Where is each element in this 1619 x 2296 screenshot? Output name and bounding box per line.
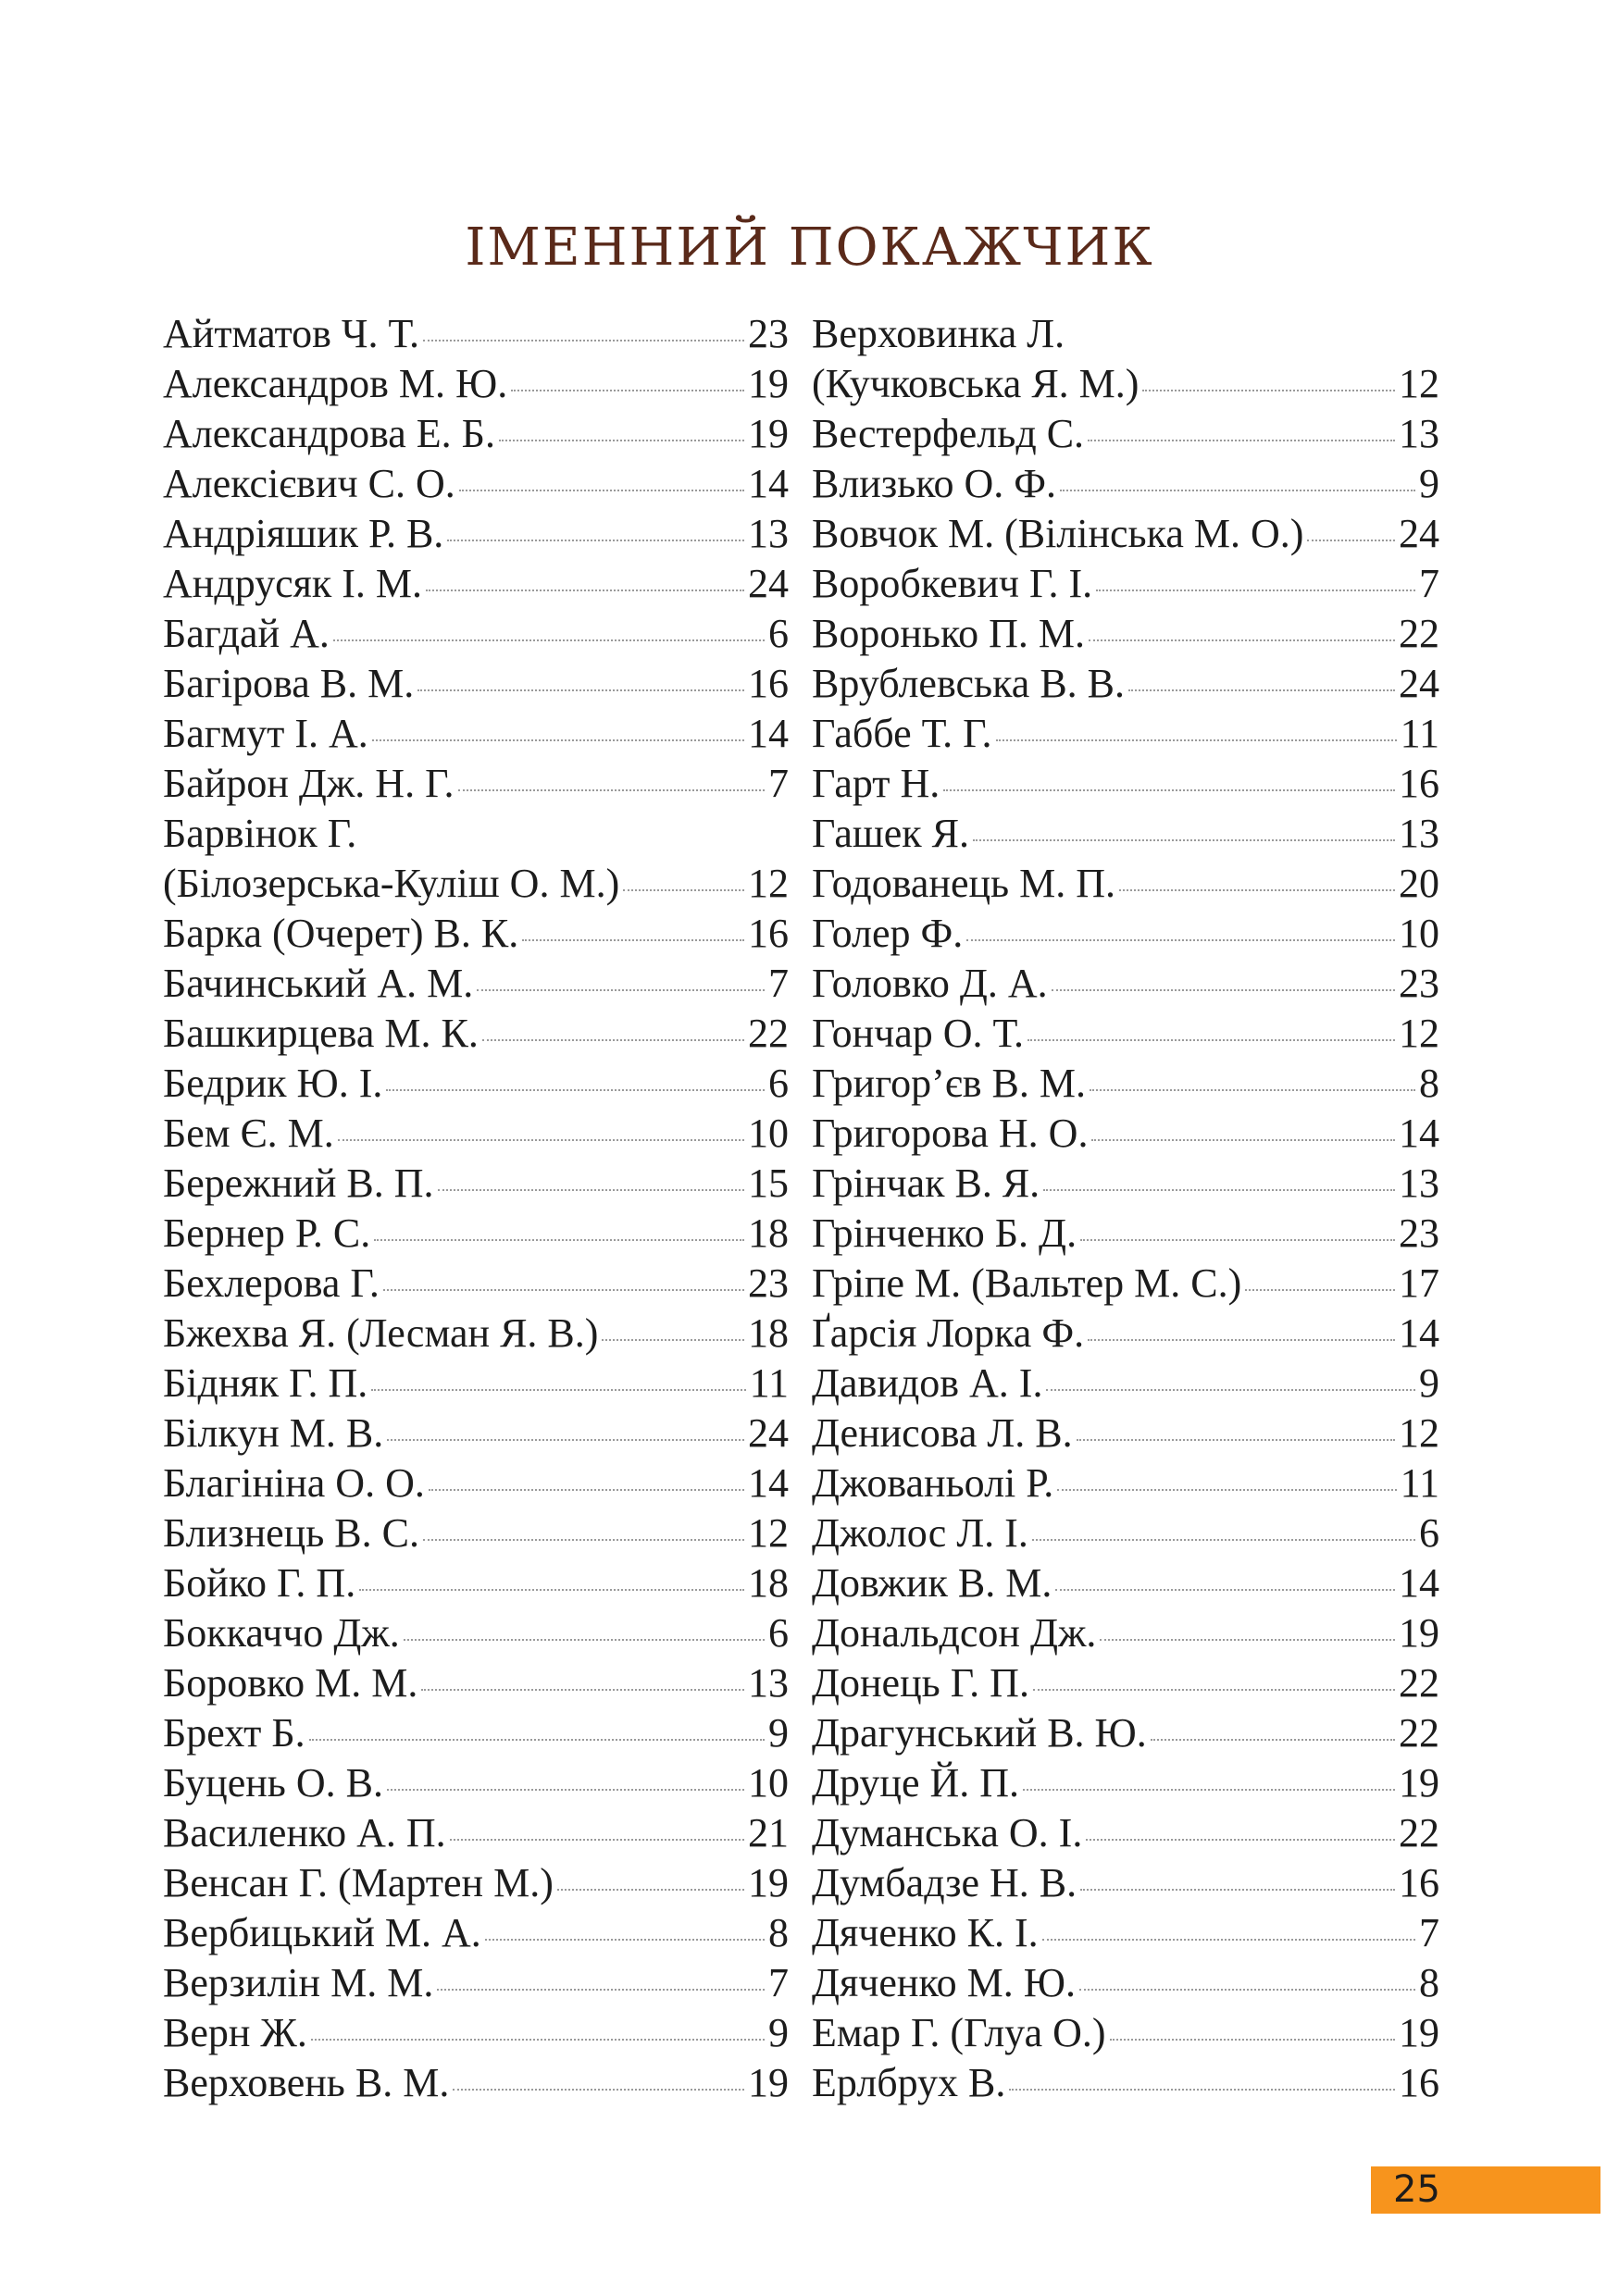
index-entry [163,1209,789,1259]
entry-name: Ерлбрух В. [812,2060,1006,2105]
dot-leader [311,2039,765,2041]
index-entry [163,2008,789,2058]
dot-leader [1245,1289,1395,1291]
dot-leader [1142,390,1395,391]
index-entry [163,1558,789,1608]
index-entry [812,1958,1439,2008]
entry-page: 22 [1399,1810,1439,1855]
entry-name: Думбадзе Н. В. [812,1860,1077,1905]
entry-page: 24 [748,561,789,606]
entry-name: Бідняк Г. П. [163,1360,368,1406]
dot-leader [417,689,744,691]
dot-leader [1088,1339,1395,1341]
entry-name: Григорова Н. О. [812,1111,1089,1156]
dot-leader [1079,1989,1415,1991]
entry-page: 12 [1399,361,1439,406]
entry-name: Денисова Л. В. [812,1410,1073,1456]
entry-page: 19 [1399,1760,1439,1806]
index-entry [163,1458,789,1508]
entry-page: 14 [1399,1111,1439,1156]
entry-page: 16 [1399,2060,1439,2105]
entry-name: Верховинка Л. [812,311,1065,356]
dot-leader [1128,689,1395,691]
dot-leader [459,490,744,491]
index-entry [163,709,789,759]
entry-page: 15 [748,1160,789,1206]
entry-name: Багірова В. М. [163,661,415,706]
index-entry [163,309,789,359]
index-entry [163,909,789,959]
index-entry [163,1758,789,1808]
index-entry [812,1309,1439,1359]
entry-name: Боккаччо Дж. [163,1610,400,1656]
entry-name: Довжик В. М. [812,1560,1052,1606]
entry-page: 13 [1399,411,1439,456]
entry-page: 14 [748,711,789,756]
dot-leader [374,1239,744,1241]
entry-page: 22 [748,1011,789,1056]
entry-page: 7 [1419,1910,1439,1955]
dot-leader [485,1939,765,1941]
dot-leader [1055,1589,1395,1591]
entry-name: Врублевська В. В. [812,661,1126,706]
dot-leader [438,1189,745,1191]
entry-page: 9 [1419,461,1439,506]
index-entry [812,1608,1439,1658]
entry-name: Гарт Н. [812,761,940,806]
index-entry [812,459,1439,509]
entry-page: 21 [748,1810,789,1855]
index-entry [812,509,1439,559]
dot-leader [1023,1789,1395,1791]
index-entry [812,1658,1439,1708]
dot-leader [338,1139,744,1141]
dot-leader [372,739,744,741]
entry-name: Давидов А. І. [812,1360,1043,1406]
entry-name: Близнець В. С. [163,1510,419,1556]
entry-page: 13 [748,511,789,556]
dot-leader [1088,440,1395,441]
index-column-left [163,309,789,2108]
entry-name: Алексієвич С. О. [163,461,455,506]
entry-page: 6 [1419,1510,1439,1556]
index-entry [812,909,1439,959]
entry-name: Грінченко Б. Д. [812,1210,1077,1256]
index-entry [163,1059,789,1109]
dot-leader [1032,1539,1415,1541]
index-entry [812,959,1439,1009]
entry-name: Башкирцева М. К. [163,1011,479,1056]
entry-name: Вовчок М. (Вілінська М. О.) [812,511,1304,556]
entry-page: 7 [768,1960,789,2005]
index-entry [163,1309,789,1359]
entry-name: Бедрик Ю. І. [163,1061,383,1106]
index-entry [812,709,1439,759]
entry-page: 16 [1399,1860,1439,1905]
entry-name: Боровко М. М. [163,1660,418,1706]
dot-leader [511,390,744,391]
entry-page: 7 [768,761,789,806]
entry-name: Андріяшик Р. В. [163,511,444,556]
entry-name: Думанська О. І. [812,1810,1083,1855]
dot-leader [1042,1939,1415,1941]
entry-name: Габбе Т. Г. [812,711,992,756]
entry-page: 18 [748,1560,789,1606]
entry-name: Дяченко К. І. [812,1910,1039,1955]
entry-page: 23 [1399,1210,1439,1256]
dot-leader [499,440,744,441]
dot-leader [966,939,1395,941]
index-entry [163,559,789,609]
dot-leader [383,1289,744,1291]
dot-leader [1096,590,1415,591]
index-entry [812,1858,1439,1908]
dot-leader [1307,540,1395,541]
entry-page: 7 [768,961,789,1006]
dot-leader [426,590,744,591]
dot-leader [1046,1389,1415,1391]
dot-leader [1043,1189,1395,1191]
entry-page: 22 [1399,611,1439,656]
dot-leader [477,989,765,991]
index-entry [163,1109,789,1159]
entry-name: Воробкевич Г. І. [812,561,1093,606]
dot-leader [1151,1739,1395,1741]
index-entry [163,1858,789,1908]
entry-page: 10 [748,1111,789,1156]
index-entry [163,809,789,859]
dot-leader [359,1589,744,1591]
entry-page: 14 [748,461,789,506]
entry-name: Джолос Л. І. [812,1510,1028,1556]
entry-page: 12 [748,861,789,906]
entry-name: Багдай А. [163,611,330,656]
index-entry [163,459,789,509]
dot-leader [447,540,744,541]
page-title: ІМЕННИЙ ПОКАЖЧИК [465,217,1154,278]
entry-name: Буцень О. В. [163,1760,383,1806]
entry-name: Головко Д. А. [812,961,1048,1006]
entry-name: Андрусяк І. М. [163,561,423,606]
entry-name: Венсан Г. (Мартен М.) [163,1860,554,1905]
index-entry [163,1009,789,1059]
index-entry [163,1409,789,1458]
index-entry [812,1508,1439,1558]
index-entry [812,1009,1439,1059]
entry-page: 8 [768,1910,789,1955]
dot-leader [482,1039,744,1041]
entry-page: 13 [748,1660,789,1706]
entry-page: 19 [748,1860,789,1905]
entry-page: 23 [748,1260,789,1306]
index-entry [163,409,789,459]
dot-leader [437,1989,765,1991]
entry-page: 14 [748,1460,789,1506]
index-entry [812,2008,1439,2058]
entry-page: 19 [1399,2010,1439,2055]
entry-page: 11 [1400,1460,1439,1506]
page-number: 25 [1393,2168,1440,2211]
entry-page: 16 [1399,761,1439,806]
dot-leader [1080,1239,1395,1241]
entry-name: Верн Ж. [163,2010,307,2055]
entry-name: Барка (Очерет) В. К. [163,911,519,956]
index-entry [812,559,1439,609]
entry-page: 9 [1419,1360,1439,1406]
entry-name: Бем Є. М. [163,1111,334,1156]
entry-page: 16 [748,661,789,706]
entry-page: 8 [1419,1960,1439,2005]
index-entry [812,609,1439,659]
index-entry [163,1808,789,1858]
dot-leader [386,1089,765,1091]
entry-name: Воронько П. М. [812,611,1086,656]
entry-name: Друце Й. П. [812,1760,1020,1806]
index-entry [812,1458,1439,1508]
entry-page: 6 [768,611,789,656]
entry-page: 18 [748,1210,789,1256]
index-entry [163,2058,789,2108]
dot-leader [309,1739,765,1741]
index-entry [812,1908,1439,1958]
dot-leader [557,1889,744,1891]
dot-leader [1089,639,1395,641]
index-entry [812,2058,1439,2108]
dot-leader [602,1339,744,1341]
entry-page: 9 [768,2010,789,2055]
entry-page: 22 [1399,1660,1439,1706]
dot-leader [423,340,744,341]
entry-page: 16 [748,911,789,956]
entry-page: 20 [1399,861,1439,906]
dot-leader [1027,1039,1395,1041]
dot-leader [371,1389,745,1391]
dot-leader [1110,2039,1395,2041]
index-entry [812,1209,1439,1259]
entry-name: Голер Ф. [812,911,964,956]
dot-leader [387,1439,744,1441]
entry-page: 19 [1399,1610,1439,1656]
index-entry [163,1159,789,1209]
entry-name: Гончар О. Т. [812,1011,1025,1056]
entry-name: Василенко А. П. [163,1810,446,1855]
index-entry [812,759,1439,809]
dot-leader [333,639,765,641]
dot-leader [623,889,744,891]
entry-page: 8 [1419,1061,1439,1106]
entry-name: (Кучковська Я. М.) [812,361,1140,406]
index-entry [163,659,789,709]
entry-page: 12 [1399,1011,1439,1056]
entry-name: Брехт Б. [163,1710,305,1756]
entry-page: 13 [1399,811,1439,856]
entry-page: 19 [748,361,789,406]
dot-leader [1009,2089,1395,2091]
entry-name: Дональдсон Дж. [812,1610,1097,1656]
entry-name: Ґарсія Лорка Ф. [812,1310,1085,1356]
index-entry [812,409,1439,459]
entry-page: 19 [748,411,789,456]
index-entry [163,859,789,909]
page-number-badge [1371,2166,1600,2214]
entry-name: Бойко Г. П. [163,1560,356,1606]
dot-leader [943,789,1395,791]
entry-name: Барвінок Г. [163,811,357,856]
entry-name: Драгунський В. Ю. [812,1710,1147,1756]
entry-page: 18 [748,1310,789,1356]
entry-name: Бернер Р. С. [163,1210,371,1256]
entry-page: 12 [748,1510,789,1556]
index-entry [812,1558,1439,1608]
index-entry [812,809,1439,859]
index-entry [812,1259,1439,1309]
index-entry [163,1708,789,1758]
entry-name: Дяченко М. Ю. [812,1960,1076,2005]
entry-name: Александров М. Ю. [163,361,508,406]
entry-page: 11 [1400,711,1439,756]
index-column-right [812,309,1439,2108]
entry-name: Емар Г. (Глуа О.) [812,2010,1106,2055]
index-entry [163,609,789,659]
dot-leader [458,789,765,791]
index-entry [812,1359,1439,1409]
entry-page: 24 [1399,661,1439,706]
index-entry [163,359,789,409]
dot-leader [996,739,1397,741]
entry-name: Гріпе М. (Вальтер М. С.) [812,1260,1242,1306]
dot-leader [973,839,1395,841]
entry-page: 17 [1399,1260,1439,1306]
index-entry [812,659,1439,709]
entry-name: Білкун М. В. [163,1410,384,1456]
index-entry [163,1359,789,1409]
entry-name: Байрон Дж. Н. Г. [163,761,455,806]
dot-leader [1090,1089,1415,1091]
dot-leader [421,1689,744,1691]
entry-page: 24 [748,1410,789,1456]
entry-name: Джованьолі Р. [812,1460,1054,1506]
entry-page: 14 [1399,1560,1439,1606]
dot-leader [423,1539,744,1541]
entry-page: 6 [768,1610,789,1656]
entry-name: Багмут І. А. [163,711,368,756]
entry-name: Годованець М. П. [812,861,1116,906]
entry-name: Айтматов Ч. Т. [163,311,419,356]
entry-name: Верзилін М. М. [163,1960,434,2005]
entry-name: Бережний В. П. [163,1160,434,1206]
entry-page: 22 [1399,1710,1439,1756]
index-entry [812,1159,1439,1209]
index-entry [163,1508,789,1558]
entry-page: 13 [1399,1160,1439,1206]
dot-leader [1033,1689,1395,1691]
entry-page: 23 [1399,961,1439,1006]
entry-name: Александрова Е. Б. [163,411,495,456]
index-entry [163,959,789,1009]
entry-name: Влизько О. Ф. [812,461,1056,506]
entry-name: Григор’єв В. М. [812,1061,1086,1106]
entry-page: 24 [1399,511,1439,556]
entry-page: 9 [768,1710,789,1756]
dot-leader [404,1639,765,1641]
dot-leader [1091,1139,1395,1141]
dot-leader [1060,490,1415,491]
entry-name: Бачинський А. М. [163,961,474,1006]
dot-leader [429,1489,744,1491]
index-entry [812,1409,1439,1458]
entry-page: 7 [1419,561,1439,606]
index-entry [163,1259,789,1309]
index-entry [163,759,789,809]
entry-page: 12 [1399,1410,1439,1456]
index-entry [812,1708,1439,1758]
dot-leader [450,1839,744,1841]
dot-leader [387,1789,744,1791]
entry-name: Грінчак В. Я. [812,1160,1040,1206]
index-entry [163,1958,789,2008]
entry-name: Бжехва Я. (Лесман Я. В.) [163,1310,599,1356]
dot-leader [1080,1889,1395,1891]
index-entry [812,1059,1439,1109]
dot-leader [1077,1439,1395,1441]
index-entry [812,859,1439,909]
index-entry [812,1808,1439,1858]
index-entry [812,1758,1439,1808]
dot-leader [522,939,744,941]
entry-name: Бехлерова Г. [163,1260,380,1306]
index-entry [812,309,1439,359]
entry-page: 6 [768,1061,789,1106]
dot-leader [1057,1489,1396,1491]
index-entry [163,1658,789,1708]
entry-page: 23 [748,311,789,356]
entry-page: 11 [749,1360,789,1406]
entry-name: Вестерфельд С. [812,411,1085,456]
dot-leader [1119,889,1395,891]
dot-leader [1086,1839,1395,1841]
entry-name: (Білозерська-Куліш О. М.) [163,861,620,906]
entry-page: 14 [1399,1310,1439,1356]
entry-name: Донець Г. П. [812,1660,1029,1706]
index-entry [163,1908,789,1958]
index-entry [163,1608,789,1658]
entry-name: Гашек Я. [812,811,970,856]
entry-page: 10 [748,1760,789,1806]
entry-page: 19 [748,2060,789,2105]
dot-leader [453,2089,744,2091]
index-entry [163,509,789,559]
entry-name: Верховень В. М. [163,2060,450,2105]
index-entry [812,1109,1439,1159]
dot-leader [1100,1639,1395,1641]
entry-page: 10 [1399,911,1439,956]
entry-name: Вербицький М. А. [163,1910,481,1955]
entry-name: Благініна О. О. [163,1460,425,1506]
dot-leader [1052,989,1395,991]
index-entry [812,359,1439,409]
